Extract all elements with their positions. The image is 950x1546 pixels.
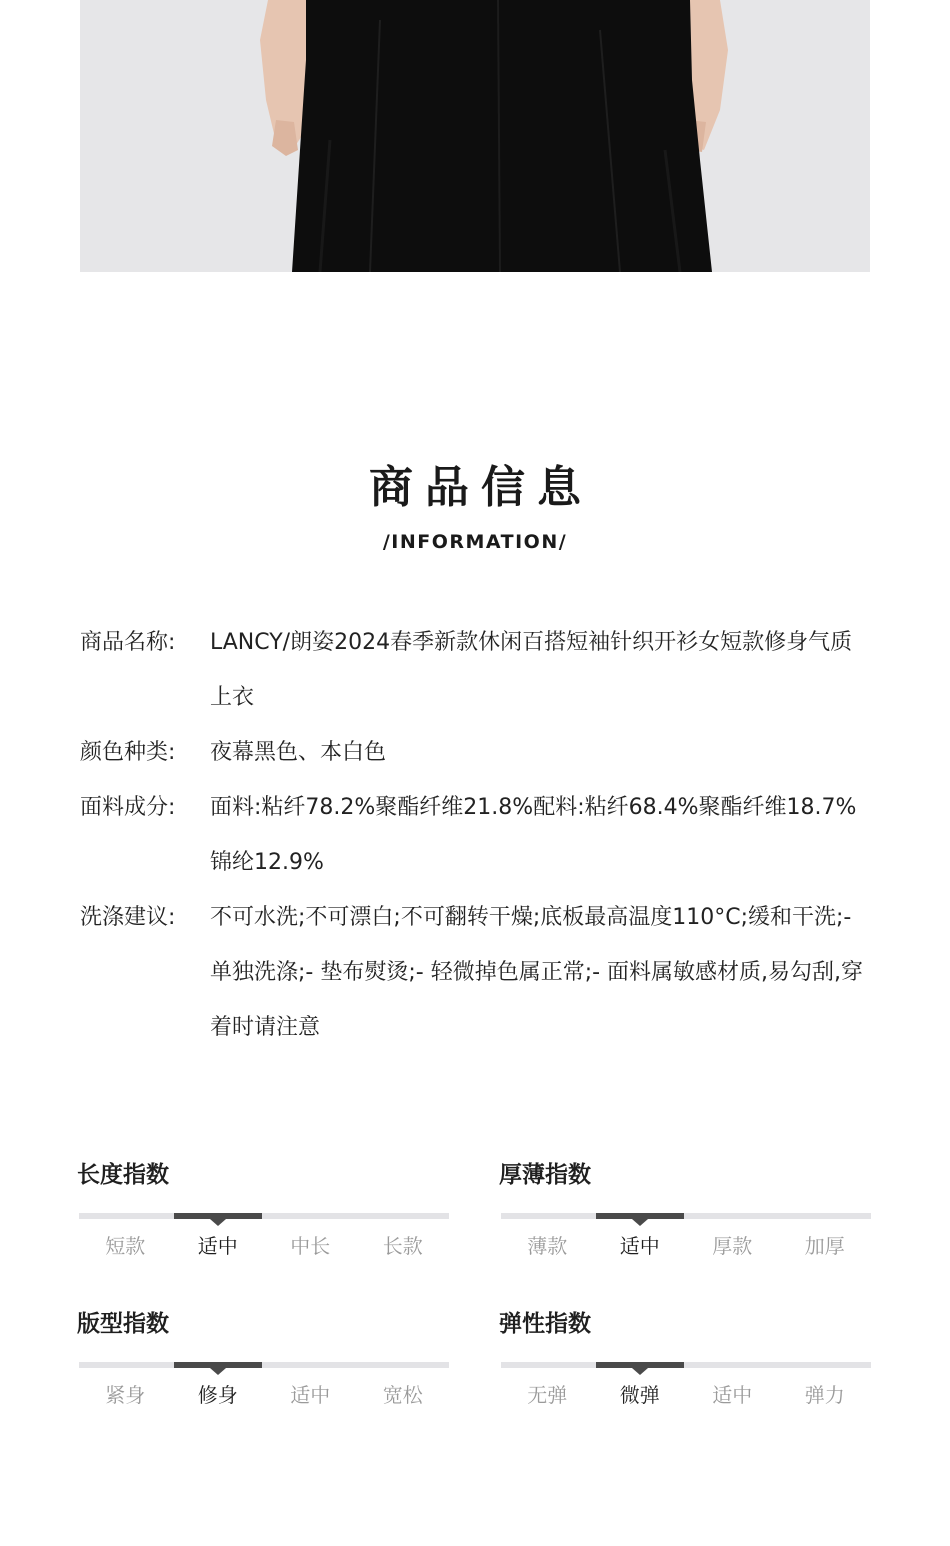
- index-options: [501, 1231, 871, 1261]
- index-option: 紧身: [105, 1383, 146, 1407]
- index-option: 宽松: [382, 1383, 423, 1407]
- index-pointer-icon: [632, 1219, 648, 1226]
- info-row-fabric: [80, 780, 875, 890]
- index-option: 适中: [619, 1234, 660, 1258]
- elasticity-index: [501, 1309, 871, 1410]
- info-label: 颜色种类:: [80, 740, 176, 765]
- length-index: [79, 1160, 449, 1261]
- section-title: 商品信息: [369, 462, 593, 513]
- index-option: 微弹: [619, 1383, 660, 1407]
- index-option: 适中: [712, 1383, 753, 1407]
- info-value: LANCY/朗姿2024春季新款休闲百搭短袖针织开衫女短款修身气质上衣: [210, 630, 853, 710]
- info-value: 不可水洗;不可漂白;不可翻转干燥;底板最高温度110°C;缓和干洗;- 单独洗涤;- 垫布熨烫;- 轻微掉色属正常;- 面料属敏感材质,易勾刮,穿着时请注意: [210, 905, 864, 1040]
- index-pointer-icon: [632, 1368, 648, 1375]
- index-option: 弹力: [804, 1383, 845, 1407]
- index-pointer-icon: [210, 1219, 226, 1226]
- index-option: 厚款: [712, 1234, 753, 1258]
- index-bar: [79, 1213, 449, 1219]
- index-options: [501, 1380, 871, 1410]
- info-row-care: [80, 890, 875, 1055]
- index-pointer-icon: [210, 1368, 226, 1375]
- info-label: 面料成分:: [80, 795, 176, 820]
- index-option: 短款: [105, 1234, 146, 1258]
- section-subtitle: /INFORMATION/: [382, 531, 568, 553]
- info-label: 洗涤建议:: [80, 905, 176, 930]
- index-option: 长款: [382, 1234, 423, 1258]
- index-option: 适中: [197, 1234, 238, 1258]
- index-title: 长度指数: [77, 1162, 169, 1188]
- index-option: 薄款: [527, 1234, 568, 1258]
- product-photo: [80, 0, 870, 272]
- index-option: 修身: [197, 1383, 238, 1407]
- index-title: 版型指数: [77, 1311, 169, 1337]
- info-value: 面料:粘纤78.2%聚酯纤维21.8%配料:粘纤68.4%聚酯纤维18.7%锦纶12.9%: [210, 795, 857, 875]
- info-row-product-name: [80, 615, 875, 725]
- thickness-index: [501, 1160, 871, 1261]
- black-skirt-image: [80, 0, 870, 272]
- info-value: 夜幕黑色、本白色: [210, 740, 387, 765]
- index-bar: [501, 1362, 871, 1368]
- fit-index: [79, 1309, 449, 1410]
- product-info-list: [80, 615, 875, 1055]
- index-option: 无弹: [527, 1383, 568, 1407]
- info-label: 商品名称:: [80, 630, 176, 655]
- index-title: 弹性指数: [499, 1311, 591, 1337]
- index-options: [79, 1231, 449, 1261]
- index-option: 加厚: [804, 1234, 845, 1258]
- index-bar: [79, 1362, 449, 1368]
- info-row-color: [80, 725, 875, 780]
- index-option: 中长: [290, 1234, 331, 1258]
- index-bar: [501, 1213, 871, 1219]
- index-options: [79, 1380, 449, 1410]
- index-title: 厚薄指数: [499, 1162, 591, 1188]
- index-option: 适中: [290, 1383, 331, 1407]
